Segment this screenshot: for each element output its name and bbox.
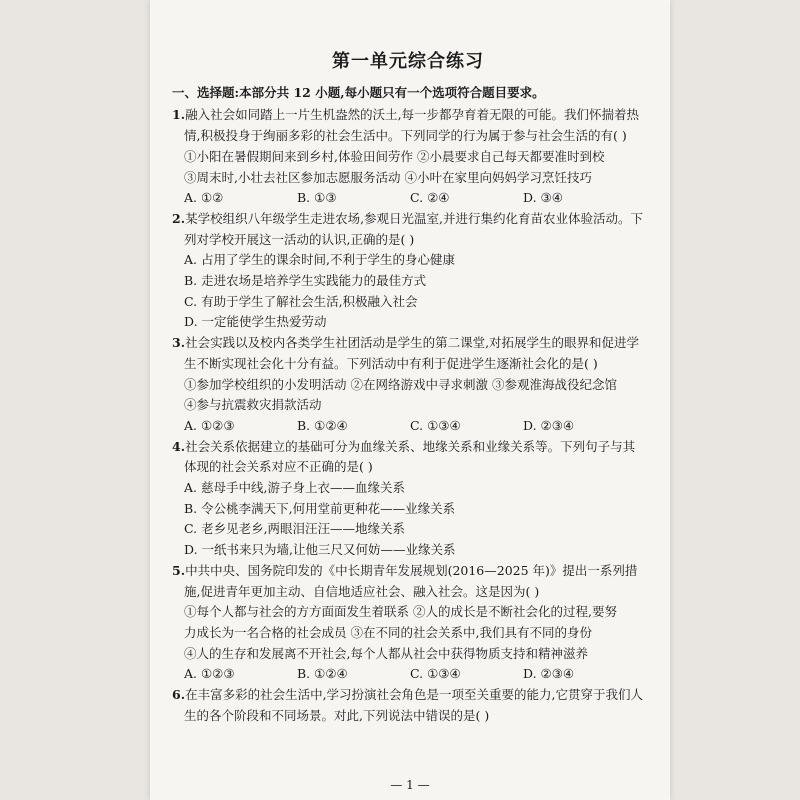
question-number: 5.: [172, 562, 186, 578]
option-line: D. 一定能使学生热爱劳动: [184, 314, 327, 330]
option-line: ④人的生存和发展离不开社会,每个人都从社会中获得物质支持和精神滋养: [184, 645, 588, 661]
option-line: ③周末时,小壮去社区参加志愿服务活动 ④小叶在家里向妈妈学习烹饪技巧: [184, 169, 592, 185]
option-line: 力成长为一名合格的社会成员 ③在不同的社会关系中,我们具有不同的身份: [184, 624, 592, 640]
answer-choice: C. ②④: [410, 190, 450, 206]
page-content: [172, 52, 644, 727]
page-number: — 1 —: [390, 778, 430, 792]
question-5: [172, 561, 644, 685]
option-line: C. 老乡见老乡,两眼泪汪汪——地缘关系: [184, 521, 406, 537]
question-3: [172, 333, 644, 437]
answer-choice: C. ①③④: [410, 666, 461, 682]
answer-choice: A. ①②: [184, 190, 224, 206]
answer-choices: [172, 664, 644, 685]
question-6: [172, 685, 644, 726]
question-text: 某学校组织八年级学生走进农场,参观日光温室,并进行集约化育苗农业体验活动。下列对学校开展这一活动的认识,正确的是( ): [184, 210, 644, 247]
answer-choice: D. ②③④: [523, 417, 575, 433]
section-heading: 一、选择题:本部分共 12 小题,每小题只有一个选项符合题目要求。: [172, 84, 545, 100]
option-line: B. 令公桃李满天下,何用堂前更种花——业缘关系: [184, 500, 456, 516]
question-text: 社会实践以及校内各类学生社团活动是学生的第二课堂,对拓展学生的眼界和促进学生不断实现社会化十分有益。下列活动中有利于促进学生逐渐社会化的是( ): [184, 335, 640, 371]
answer-choices: [172, 416, 644, 437]
answer-choice: D. ②③④: [523, 666, 575, 682]
question-4: [172, 437, 644, 561]
question-2: [172, 209, 644, 333]
question-number: 1.: [172, 107, 186, 123]
option-line: ①参加学校组织的小发明活动 ②在网络游戏中寻求刺激 ③参观淮海战役纪念馆: [184, 376, 617, 392]
question-stem: [172, 437, 644, 478]
option-line: A. 慈母手中线,游子身上衣——血缘关系: [184, 480, 405, 496]
document-page: [150, 0, 670, 800]
answer-choice: A. ①②③: [184, 417, 235, 433]
question-number: 4.: [172, 438, 186, 454]
question-text: 社会关系依据建立的基础可分为血缘关系、地缘关系和业缘关系等。下列句子与其体现的社会关系对应不正确的是( ): [184, 438, 636, 475]
question-number: 2.: [172, 210, 186, 226]
question-stem: [172, 209, 644, 250]
question-text: 中共中央、国务院印发的《中长期青年发展规划(2016—2025 年)》提出一系列措施,促进青年更加主动、自信地适应社会、融入社会。这是因为( ): [184, 562, 638, 599]
question-stem: [172, 105, 644, 146]
option-line: B. 走进农场是培养学生实践能力的最佳方式: [184, 273, 427, 289]
option-line: A. 占用了学生的课余时间,不利于学生的身心健康: [184, 252, 455, 268]
option-line: ④参与抗震救灾捐款活动: [184, 397, 322, 413]
answer-choice: B. ①②④: [297, 666, 348, 682]
question-stem: [172, 561, 644, 602]
answer-choice: A. ①②③: [184, 666, 235, 682]
option-line: ①每个人都与社会的方方面面发生着联系 ②人的成长是不断社会化的过程,要努: [184, 604, 617, 620]
answer-choice: B. ①②④: [297, 417, 348, 433]
option-line: D. 一纸书来只为墙,让他三尺又何妨——业缘关系: [184, 542, 456, 558]
option-line: C. 有助于学生了解社会生活,积极融入社会: [184, 293, 418, 309]
question-text: 在丰富多彩的社会生活中,学习扮演社会角色是一项至关重要的能力,它贯穿于我们人生的各个阶段和不同场景。对此,下列说法中错误的是( ): [184, 687, 644, 723]
question-list: [172, 105, 644, 726]
option-line: ①小阳在暑假期间来到乡村,体验田间劳作 ②小晨要求自己每天都要准时到校: [184, 148, 605, 164]
question-stem: [172, 685, 644, 726]
question-text: 融入社会如同踏上一片生机盎然的沃土,每一步都孕育着无限的可能。我们怀揣着热情,积极投身于绚丽多彩的社会生活中。下列同学的行为属于参与社会生活的有( ): [184, 107, 640, 144]
answer-choice: B. ①③: [297, 190, 337, 206]
answer-choice: C. ①③④: [410, 417, 461, 433]
question-1: [172, 105, 644, 209]
question-stem: [172, 333, 644, 374]
question-number: 3.: [172, 335, 186, 351]
question-number: 6.: [172, 687, 186, 703]
answer-choices: [172, 188, 644, 209]
page-title: 第一单元综合练习: [332, 51, 484, 72]
answer-choice: D. ③④: [523, 190, 563, 206]
